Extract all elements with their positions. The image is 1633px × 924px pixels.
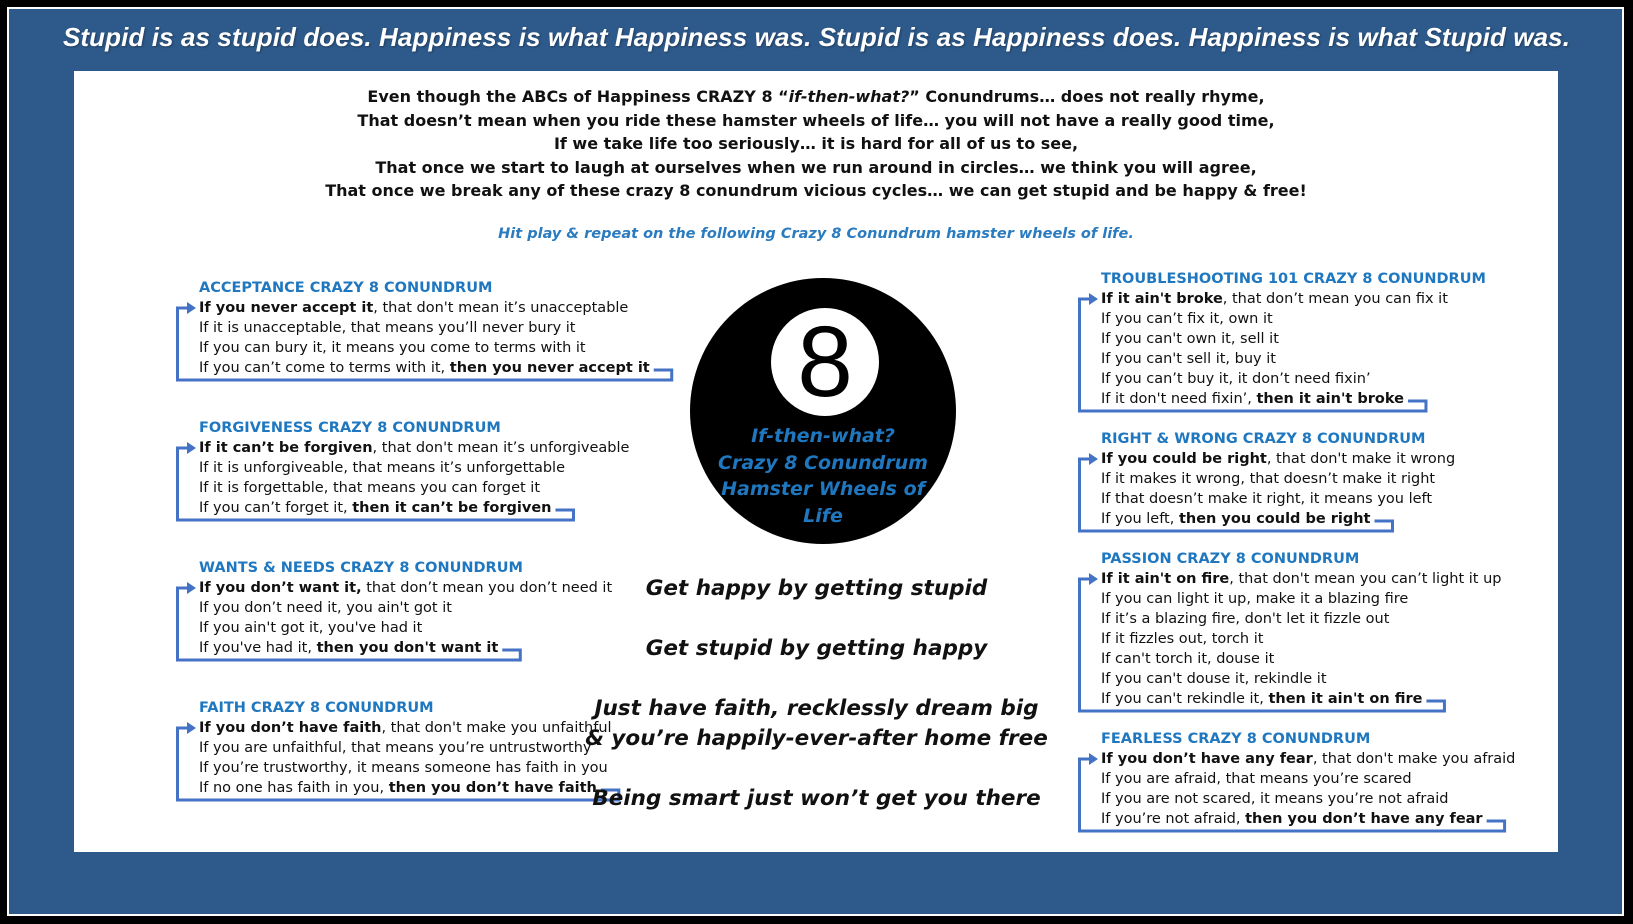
conundrum-line-text: , that don't mean it’s unforgiveable <box>372 440 630 456</box>
conundrum-title: RIGHT & WRONG CRAZY 8 CONUNDRUM <box>1101 431 1426 447</box>
loop-arrow-head <box>1089 753 1098 765</box>
loop-arrow-head <box>1089 453 1098 465</box>
eight-ball-caption-line: Life <box>803 504 843 527</box>
conundrum-line-text: , that don't make you unfaithful <box>381 720 612 736</box>
conundrum-line-text: If you left, <box>1101 511 1179 527</box>
conundrum-line-bold: If you don’t have any fear <box>1101 751 1313 767</box>
conundrum-title: TROUBLESHOOTING 101 CRAZY 8 CONUNDRUM <box>1101 271 1486 287</box>
conundrum-line-bold: If you don’t have faith <box>199 720 382 736</box>
conundrum-line-text: If you are unfaithful, that means you’re untrustworthy <box>199 740 592 756</box>
conundrum-line <box>1101 509 1455 529</box>
conundrum-line-text: If you are not scared, it means you’re not afraid <box>1101 791 1449 807</box>
loop-arrow-head <box>187 302 196 314</box>
conundrum-line <box>1101 469 1455 489</box>
conundrum-line-text: If it fizzles out, torch it <box>1101 631 1264 647</box>
conundrum-title: PASSION CRAZY 8 CONUNDRUM <box>1101 551 1360 567</box>
slogan-faith: Just have faith, recklessly dream big <box>594 696 1039 721</box>
conundrum-line-text: If it is unacceptable, that means you’ll never bury it <box>199 320 576 336</box>
conundrum-line-text: that don’t mean you don’t need it <box>361 580 613 596</box>
conundrum-title: FORGIVENESS CRAZY 8 CONUNDRUM <box>199 420 501 436</box>
conundrum-title: ACCEPTANCE CRAZY 8 CONUNDRUM <box>199 280 493 296</box>
conundrum-line-text: If you’re not afraid, <box>1101 811 1246 827</box>
conundrum-line-text: If you can’t fix it, own it <box>1101 311 1273 327</box>
conundrum-line-text: If it is forgettable, that means you can forget it <box>199 480 541 496</box>
conundrum-line-bold: If you could be right <box>1101 451 1267 467</box>
conundrum-line-text: , that don't make you afraid <box>1312 751 1516 767</box>
conundrum-line <box>199 478 629 498</box>
conundrum-line <box>199 758 612 778</box>
conundrum-line-text: If you are afraid, that means you’re scared <box>1101 771 1412 787</box>
conundrum-line-text: If you can't own it, sell it <box>1101 331 1279 347</box>
conundrum-passion <box>1078 549 1501 709</box>
conundrum-line-text: If you've had it, <box>199 640 317 656</box>
conundrum-line <box>199 618 612 638</box>
eight-ball-caption-line: If-then-what? <box>751 425 895 447</box>
conundrum-line-text: , that don't mean you can’t light it up <box>1229 571 1502 587</box>
slogan-smart: Being smart just won’t get you there <box>592 786 1041 811</box>
intro-line: That once we start to laugh at ourselves when we run around in circles… we think you will agree, <box>375 157 1257 177</box>
conundrum-line-text: If you can't rekindle it, <box>1101 691 1269 707</box>
conundrum-line-text: If you’re trustworthy, it means someone has faith in you <box>199 760 608 776</box>
conundrum-title: WANTS & NEEDS CRAZY 8 CONUNDRUM <box>199 560 523 576</box>
conundrum-right-wrong <box>1078 429 1455 529</box>
eight-ball-caption <box>690 423 956 529</box>
banner-title: Stupid is as stupid does. Happiness is what Happiness was. Stupid is as Happiness does. Happiness is what Stupid was. <box>62 22 1571 52</box>
intro-line: If we take life too seriously… it is hard for all of us to see, <box>553 134 1079 153</box>
intro-line: That doesn’t mean when you ride these hamster wheels of life… you will not have a really good time, <box>357 110 1275 130</box>
conundrum-line-text: , that don't mean it’s unacceptable <box>373 300 629 316</box>
conundrum-troubleshooting <box>1078 269 1486 409</box>
conundrum-line-bold: then you don’t have any fear <box>1245 811 1483 827</box>
conundrum-line-text: If you can't sell it, buy it <box>1101 351 1276 367</box>
intro-poem <box>74 85 1558 203</box>
eight-ball-circle <box>771 308 879 416</box>
intro-line: Even though the ABCs of Happiness CRAZY 8 “if-then-what?” Conundrums… does not really rhyme, <box>367 87 1265 106</box>
conundrum-acceptance <box>176 278 650 378</box>
conundrum-line-bold: If you never accept it <box>199 300 374 316</box>
intro-italic: if-then-what? <box>788 87 910 106</box>
conundrum-line <box>1101 289 1486 309</box>
conundrum-line <box>199 598 612 618</box>
conundrum-line-bold: If it can’t be forgiven <box>199 440 373 456</box>
conundrum-line-bold: then you don't want it <box>316 640 499 656</box>
hit-play-caption: Hit play & repeat on the following Crazy 8 Conundrum hamster wheels of life. <box>498 226 1134 242</box>
conundrum-line-text: If you can bury it, it means you come to terms with it <box>199 340 586 356</box>
conundrum-line-text: If no one has faith in you, <box>199 780 389 796</box>
conundrum-line-text: If you can't douse it, rekindle it <box>1101 671 1327 687</box>
conundrum-forgiveness <box>176 418 629 518</box>
loop-arrow-head <box>187 442 196 454</box>
conundrum-line-text: If you ain't got it, you've had it <box>199 620 423 636</box>
conundrum-line-bold: then it ain't on fire <box>1268 691 1423 707</box>
conundrum-title: FAITH CRAZY 8 CONUNDRUM <box>199 700 434 716</box>
conundrum-line <box>199 358 650 378</box>
conundrum-line-text: If you can’t come to terms with it, <box>199 360 450 376</box>
conundrum-line <box>1101 369 1486 389</box>
conundrum-line <box>1101 749 1515 769</box>
slogan-home-free: & you’re happily-ever-after home free <box>585 726 1048 751</box>
eight-ball-caption-line: Crazy 8 Conundrum <box>718 451 928 474</box>
conundrum-line-text: If you can’t forget it, <box>199 500 353 516</box>
eight-ball-graphic <box>690 278 956 544</box>
conundrum-line-text: If it’s a blazing fire, don't let it fizzle out <box>1101 611 1390 627</box>
conundrum-line-bold: If it ain't broke <box>1101 291 1223 307</box>
conundrum-line-bold: then it can’t be forgiven <box>352 500 552 516</box>
conundrum-line-bold: then it ain't broke <box>1256 391 1404 407</box>
conundrum-line <box>199 498 629 518</box>
conundrum-line <box>199 338 650 358</box>
conundrum-line-text: If it is unforgiveable, that means it’s unforgettable <box>199 460 565 476</box>
slogan-get-happy: Get happy by getting stupid <box>645 576 988 601</box>
conundrum-line <box>1101 489 1455 509</box>
loop-arrow-head <box>1089 293 1098 305</box>
conundrum-line-bold: then you don’t have faith <box>388 780 597 796</box>
conundrum-line <box>1101 329 1486 349</box>
eight-ball-number: 8 <box>797 306 853 418</box>
conundrum-line <box>1101 309 1486 329</box>
conundrum-line <box>1101 809 1515 829</box>
conundrum-line-bold: If you don’t want it, <box>199 580 362 596</box>
conundrum-line-text: If you can light it up, make it a blazing fire <box>1101 591 1409 607</box>
conundrum-line-text: , that don’t mean you can fix it <box>1222 291 1448 307</box>
conundrum-line-text: If you don’t need it, you ain't got it <box>199 600 452 616</box>
conundrum-line-text: If it makes it wrong, that doesn’t make it right <box>1101 471 1436 487</box>
conundrum-line-text: If that doesn’t make it right, it means you left <box>1101 491 1433 507</box>
conundrum-line <box>199 298 650 318</box>
conundrum-title: FEARLESS CRAZY 8 CONUNDRUM <box>1101 731 1371 747</box>
conundrum-line <box>1101 389 1486 409</box>
conundrum-line-bold: then you never accept it <box>449 360 650 376</box>
conundrum-line-bold: then you could be right <box>1178 511 1371 527</box>
conundrum-line-text: If you can’t buy it, it don’t need fixin’ <box>1101 371 1371 387</box>
eight-ball-caption-line: Hamster Wheels of <box>721 478 925 500</box>
conundrum-line <box>1101 609 1501 629</box>
conundrum-line-bold: If it ain't on fire <box>1101 571 1230 587</box>
conundrum-line <box>199 438 629 458</box>
conundrum-line-text: If can't torch it, douse it <box>1101 651 1275 667</box>
conundrum-line <box>1101 349 1486 369</box>
conundrum-line <box>199 458 629 478</box>
conundrum-line <box>1101 449 1455 469</box>
slogan-get-stupid: Get stupid by getting happy <box>645 636 988 661</box>
conundrum-line <box>1101 669 1501 689</box>
intro-line: That once we break any of these crazy 8 conundrum vicious cycles… we can get stupid and be happy & free! <box>325 181 1307 200</box>
conundrum-line <box>199 318 650 338</box>
conundrum-line-text: , that don't make it wrong <box>1266 451 1456 467</box>
conundrum-line-text: If it don't need fixin’, <box>1101 391 1257 407</box>
